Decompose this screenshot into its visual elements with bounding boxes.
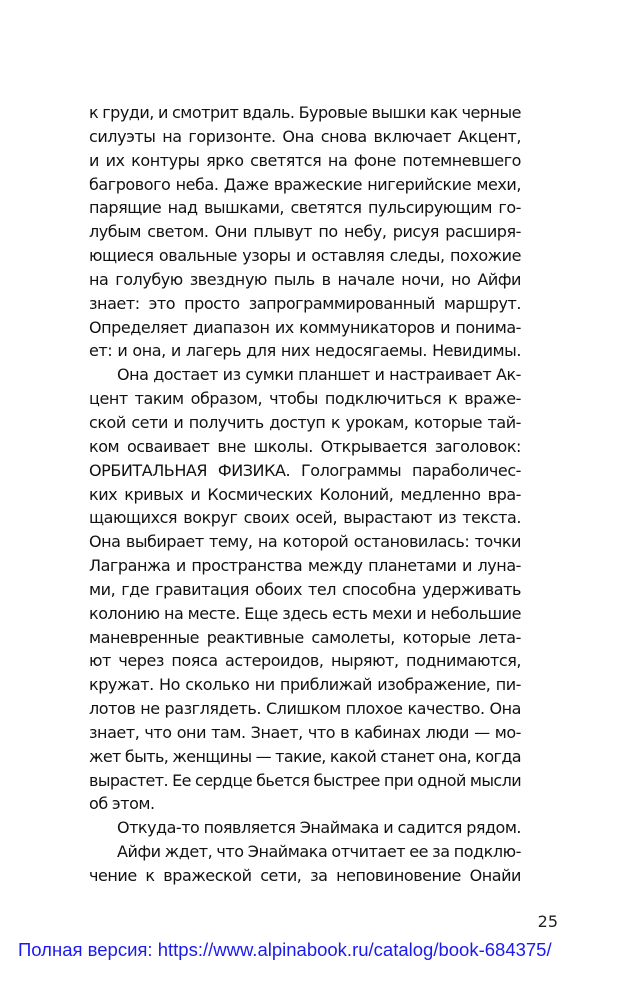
text-line: ми, где гравитация обоих тел способна удерживать bbox=[89, 579, 521, 599]
text-line: чение к вражеской сети, за неповиновение Онайи bbox=[89, 866, 521, 885]
text-line: к груди, и смотрит вдаль. Буровые вышки как черные bbox=[89, 103, 521, 122]
text-line: об этом. bbox=[89, 794, 155, 814]
text-line: ОРБИТАЛЬНАЯ ФИЗИКА. Голограммы параболичес- bbox=[89, 460, 521, 480]
text-line: ют через пояса астероидов, ныряют, поднимаются, bbox=[89, 651, 521, 671]
text-line: ких кривых и Космических Колоний, медленно вра- bbox=[89, 484, 521, 504]
text-line: Лагранжа и пространства между планетами и луна- bbox=[89, 556, 521, 576]
text-line: лубым светом. Они плывут по небу, рисуя расширя- bbox=[89, 222, 521, 242]
text-line: и их контуры ярко светятся на фоне потемневшего bbox=[89, 150, 521, 170]
text-line: багрового неба. Даже вражеские нигерийские мехи, bbox=[89, 174, 521, 194]
text-line: знает: это просто запрограммированный маршрут. bbox=[89, 293, 521, 313]
full-version-link[interactable]: https://www.alpinabook.ru/catalog/book-684375/ bbox=[157, 939, 552, 960]
text-line: Айфи ждет, что Энаймака отчитает ее за подклю- bbox=[117, 842, 521, 862]
text-line: парящие над вышками, светятся пульсирующим го- bbox=[89, 198, 521, 218]
text-line: ет: и она, и лагерь для них недосягаемы. Невидимы. bbox=[89, 341, 521, 361]
text-line: Откуда-то появляется Энаймака и садится рядом. bbox=[117, 818, 521, 838]
full-version-footer bbox=[18, 939, 618, 961]
text-line: Определяет диапазон их коммуникаторов и понима- bbox=[89, 317, 521, 337]
book-page-text bbox=[89, 101, 521, 888]
text-line: на голубую звездную пыль в начале ночи, но Айфи bbox=[89, 269, 521, 289]
text-line: ющиеся овальные узоры и оставляя следы, похожие bbox=[89, 246, 521, 266]
text-line: вырастет. Ее сердце бьется быстрее при одной мысли bbox=[89, 770, 521, 790]
text-line: колонию на месте. Еще здесь есть мехи и небольшие bbox=[89, 603, 521, 623]
text-line: цент таким образом, чтобы подключиться к враже- bbox=[89, 389, 521, 409]
text-line: маневренные реактивные самолеты, которые лета- bbox=[89, 627, 521, 647]
text-line: жет быть, женщины — такие, какой станет она, когда bbox=[89, 746, 521, 766]
text-line: знает, что они там. Знает, что в кабинах люди — мо- bbox=[89, 722, 521, 742]
text-line: ской сети и получить доступ к урокам, которые тай- bbox=[89, 412, 521, 432]
text-line: ком осваивает вне школы. Открывается заголовок: bbox=[89, 436, 521, 456]
text-line: Она достает из сумки планшет и настраивает Ак- bbox=[117, 365, 521, 385]
text-line: Она выбирает тему, на которой остановилась: точки bbox=[89, 532, 521, 552]
text-line: лотов не разглядеть. Слишком плохое качество. Она bbox=[89, 699, 521, 719]
text-line: кружат. Но сколько ни приближай изображение, пи- bbox=[89, 675, 521, 695]
text-line: силуэты на горизонте. Она снова включает Акцент, bbox=[89, 126, 521, 146]
text-line: щающихся вокруг своих осей, вырастают из текста. bbox=[89, 508, 521, 528]
full-version-label: Полная версия: bbox=[18, 939, 158, 960]
page-number: 25 bbox=[537, 912, 558, 931]
